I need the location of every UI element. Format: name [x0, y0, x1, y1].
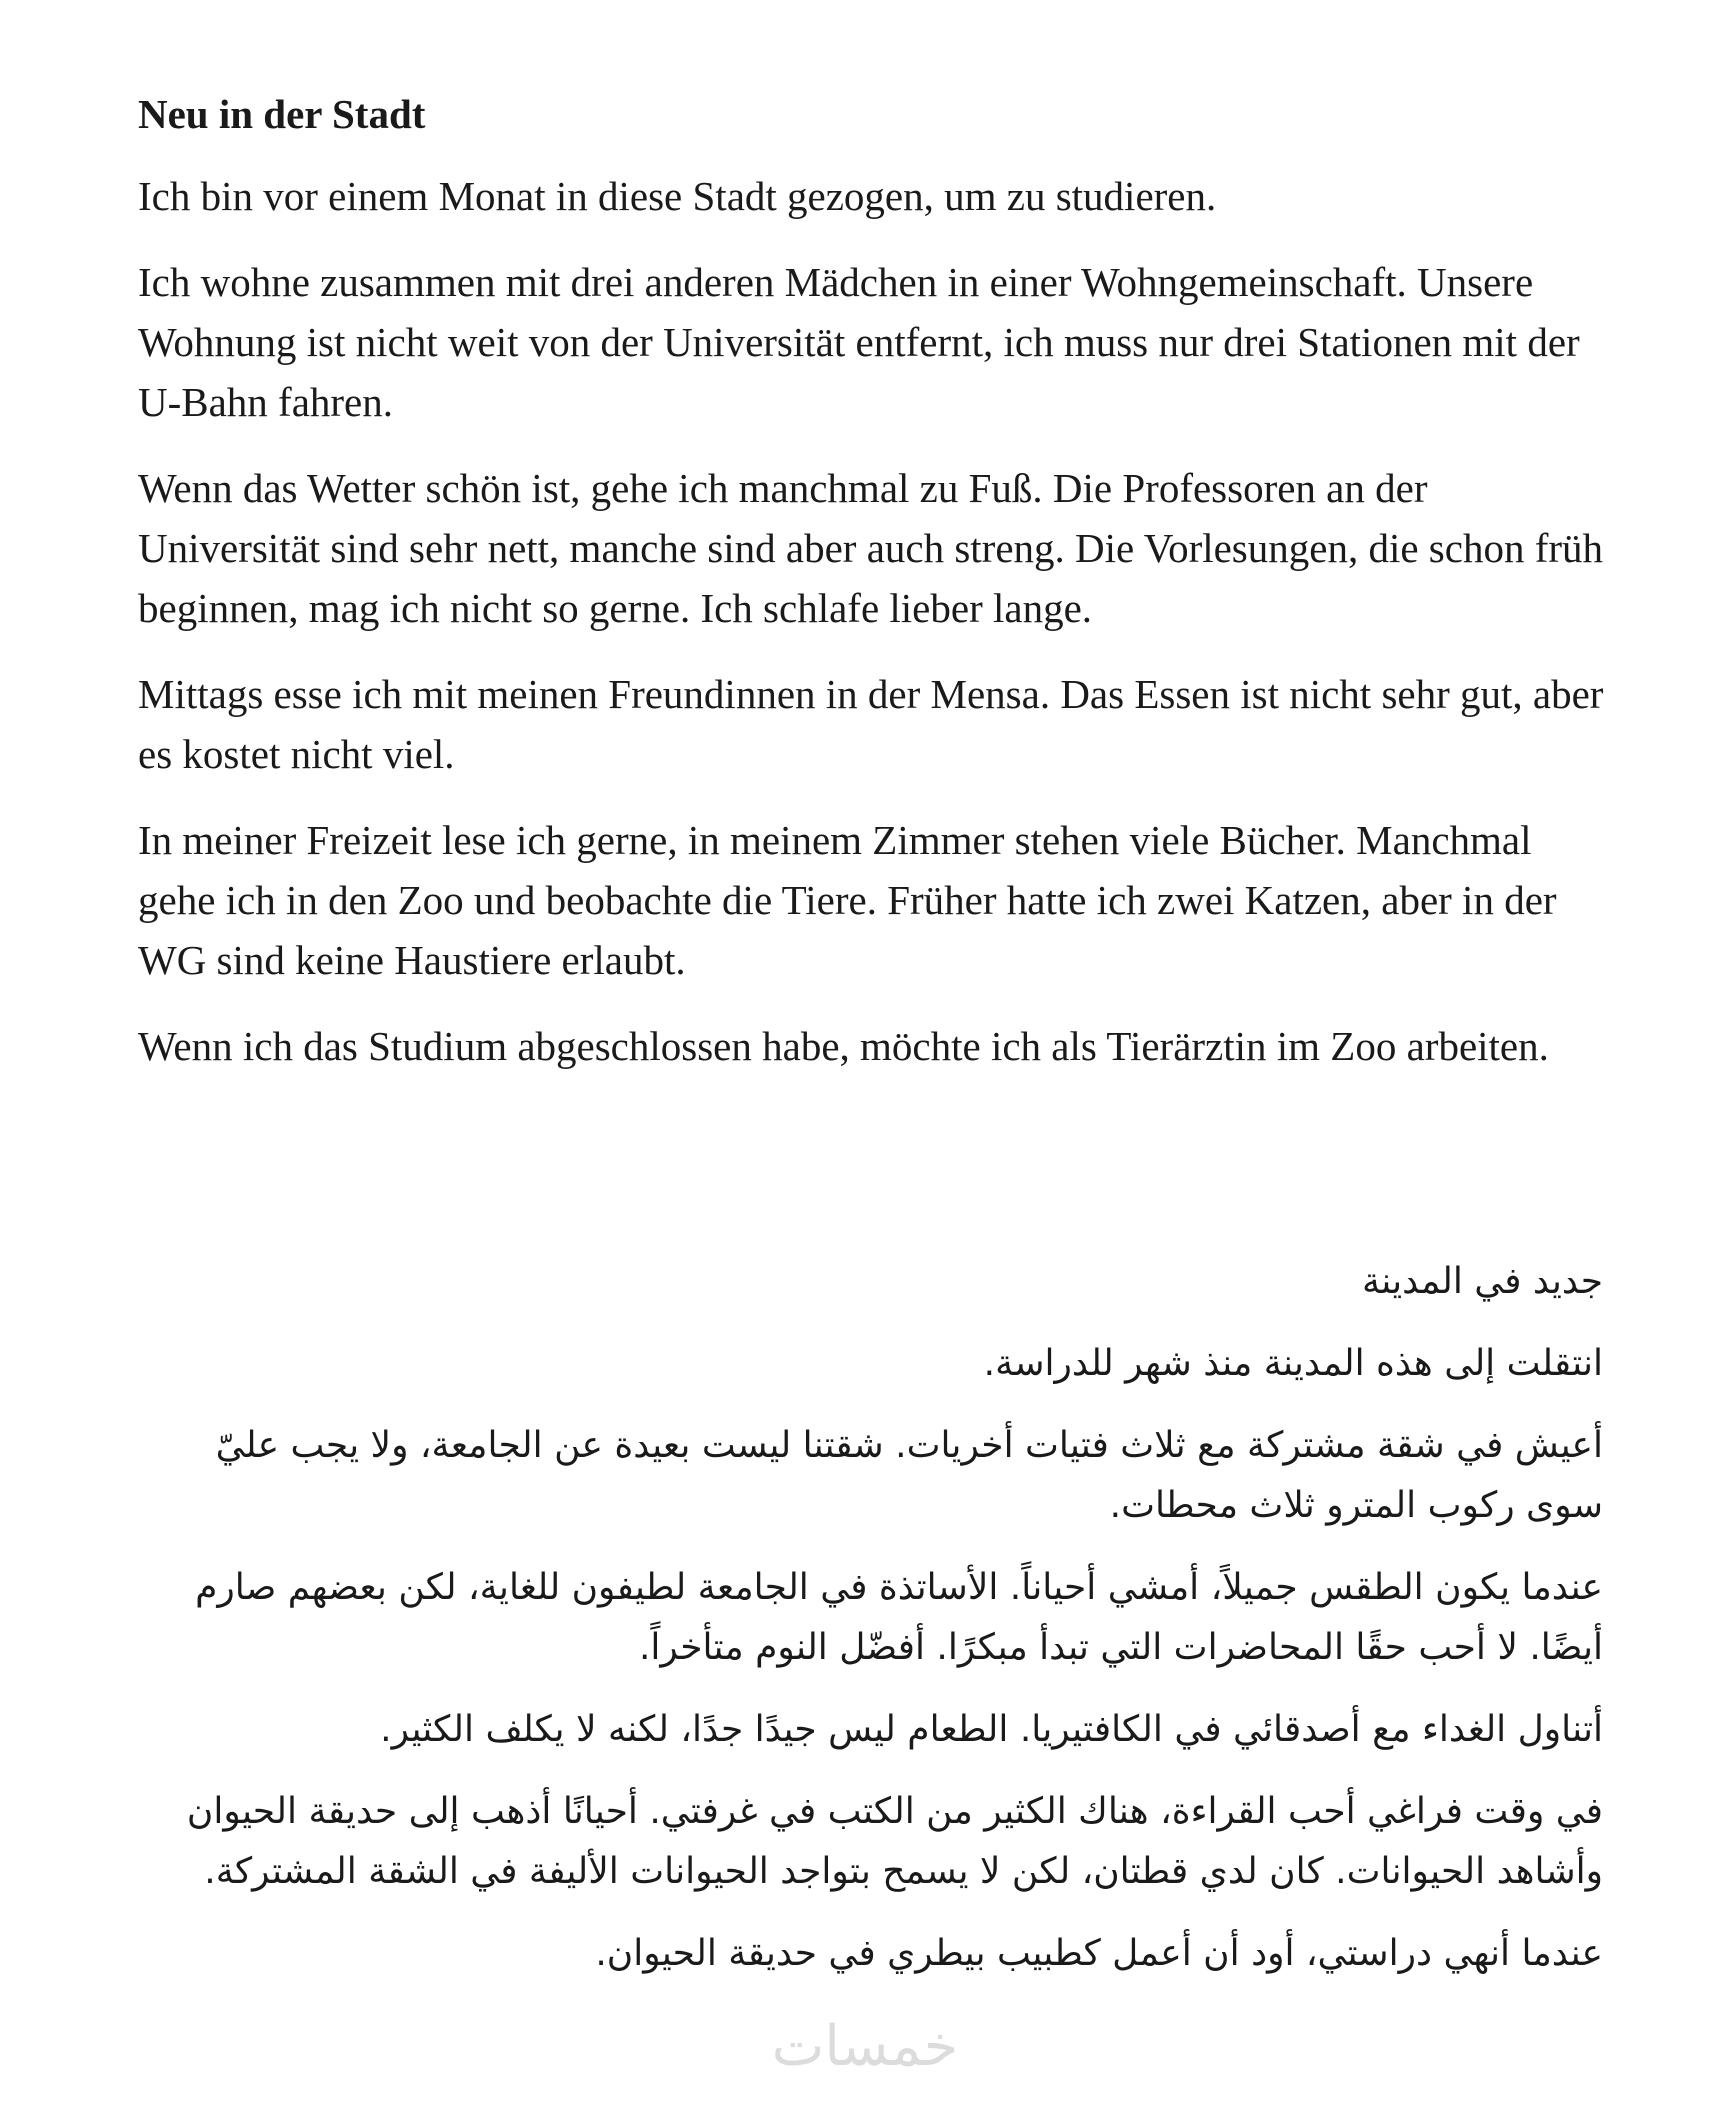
arabic-paragraph-4: أتناول الغداء مع أصدقائي في الكافتيريا. الطعام ليس جيدًا جدًا، لكنه لا يكلف الكثير. — [380, 1709, 1603, 1750]
arabic-paragraph-1: انتقلت إلى هذه المدينة منذ شهر للدراسة. — [983, 1343, 1603, 1384]
arabic-title: جديد في المدينة — [1361, 1261, 1603, 1302]
german-title: Neu in der Stadt — [138, 91, 426, 137]
watermark-logo: خمسات — [771, 2014, 959, 2079]
arabic-paragraph-3: عندما يكون الطقس جميلاً، أمشي أحياناً. الأساتذة في الجامعة لطيفون للغاية، لكن بعضهم صارم أيضًا. لا أحب حقًا المحاضرات التي تبدأ مبكرًا. أفضّل النوم متأخراً. — [195, 1567, 1603, 1668]
german-paragraph-3: Wenn das Wetter schön ist, gehe ich manchmal zu Fuß. Die Professoren an der Universität sind sehr nett, manche sind aber auch streng. Die Vorlesungen, die schon früh beginnen, mag ich nicht so gerne. Ich schlafe lieber lange. — [138, 465, 1604, 631]
arabic-text-section — [138, 1252, 1603, 2006]
german-paragraph-2: Ich wohne zusammen mit drei anderen Mädchen in einer Wohngemeinschaft. Unsere Wohnung ist nicht weit von der Universität entfernt, ich muss nur drei Stationen mit der U-Bahn fahren. — [138, 259, 1580, 425]
german-paragraph-1: Ich bin vor einem Monat in diese Stadt gezogen, um zu studieren. — [138, 173, 1217, 219]
german-paragraph-4: Mittags esse ich mit meinen Freundinnen in der Mensa. Das Essen ist nicht sehr gut, aber es kostet nicht viel. — [138, 671, 1604, 777]
german-paragraph-6: Wenn ich das Studium abgeschlossen habe, möchte ich als Tierärztin im Zoo arbeiten. — [138, 1023, 1549, 1069]
arabic-paragraph-5: في وقت فراغي أحب القراءة، هناك الكثير من الكتب في غرفتي. أحيانًا أذهب إلى حديقة الحيوان وأشاهد الحيوانات. كان لدي قطتان، لكن لا يسمح بتواجد الحيوانات الأليفة في الشقة المشتركة. — [186, 1791, 1603, 1892]
arabic-paragraph-6: عندما أنهي دراستي، أود أن أعمل كطبيب بيطري في حديقة الحيوان. — [595, 1933, 1603, 1974]
german-text-section — [138, 88, 1618, 1102]
arabic-paragraph-2: أعيش في شقة مشتركة مع ثلاث فتيات أخريات. شقتنا ليست بعيدة عن الجامعة، ولا يجب عليّ سوى ركوب المترو ثلاث محطات. — [215, 1425, 1603, 1526]
german-paragraph-5: In meiner Freizeit lese ich gerne, in meinem Zimmer stehen viele Bücher. Manchmal gehe ich in den Zoo und beobachte die Tiere. Früher hatte ich zwei Katzen, aber in der WG sind keine Haustiere erlaubt. — [138, 817, 1557, 983]
